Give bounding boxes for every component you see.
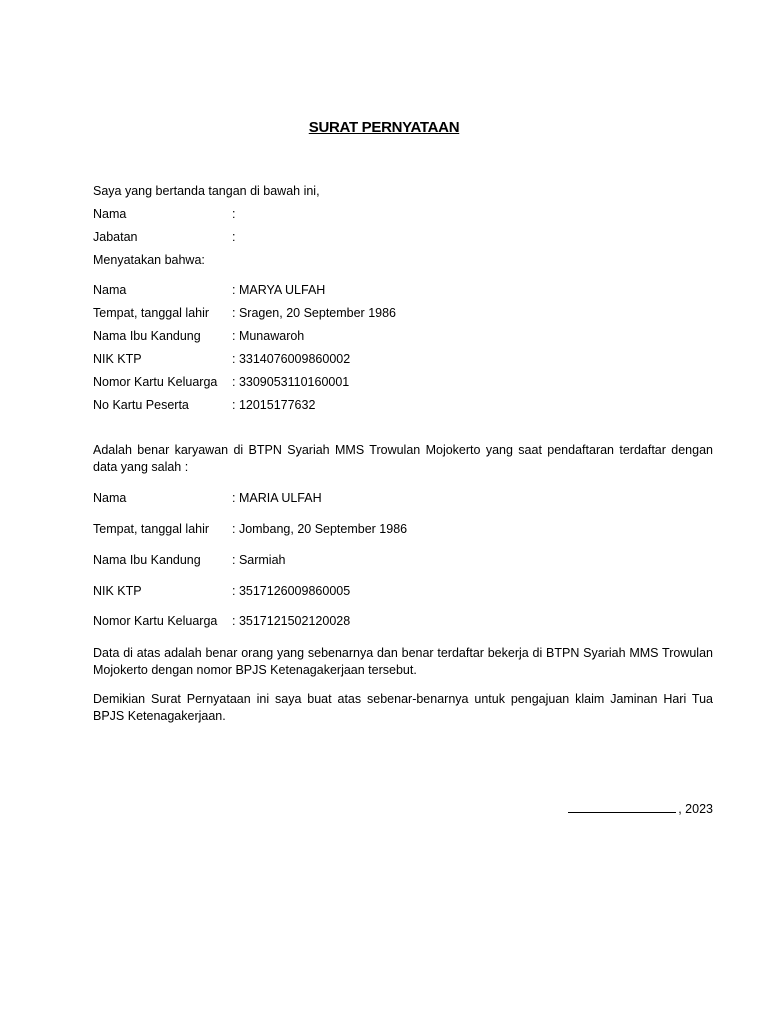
- field-label: NIK KTP: [93, 584, 142, 598]
- field-label: Nama: [93, 207, 127, 221]
- field-label: NIK KTP: [93, 352, 142, 366]
- field-label: Jabatan: [93, 230, 138, 244]
- statement-paragraph: Adalah benar karyawan di BTPN Syariah MMS Trowulan Mojokerto yang saat pendaftaran terdaftar dengan data yang salah :: [93, 443, 713, 474]
- field-value: : Jombang, 20 September 1986: [232, 522, 408, 536]
- field-label: Nama: [93, 283, 127, 297]
- field-value: : MARYA ULFAH: [232, 283, 326, 297]
- document-title: SURAT PERNYATAAN: [308, 119, 460, 136]
- field-label: Nama Ibu Kandung: [93, 553, 201, 567]
- date-year: , 2023: [678, 802, 713, 816]
- date-line: [568, 800, 713, 817]
- intro-text: Saya yang bertanda tangan di bawah ini,: [93, 184, 320, 198]
- field-value: : 3517126009860005: [232, 584, 351, 598]
- field-label: Nomor Kartu Keluarga: [93, 614, 218, 628]
- field-value: : 3314076009860002: [232, 352, 351, 366]
- field-label: Tempat, tanggal lahir: [93, 522, 210, 536]
- field-label: Nomor Kartu Keluarga: [93, 375, 218, 389]
- field-label: No Kartu Peserta: [93, 398, 189, 412]
- field-value: : 3309053110160001: [232, 375, 350, 389]
- field-value: :: [232, 230, 236, 244]
- field-value: : 3517121502120028: [232, 614, 351, 628]
- field-value: : Sarmiah: [232, 553, 286, 567]
- field-value: : Sragen, 20 September 1986: [232, 306, 397, 320]
- field-label: Nama Ibu Kandung: [93, 329, 201, 343]
- field-label: Nama: [93, 491, 127, 505]
- field-value: : 12015177632: [232, 398, 316, 412]
- field-label: Tempat, tanggal lahir: [93, 306, 210, 320]
- field-value: : Munawaroh: [232, 329, 305, 343]
- field-value: :: [232, 207, 236, 221]
- declares-text: Menyatakan bahwa:: [93, 253, 205, 267]
- field-value: : MARIA ULFAH: [232, 491, 322, 505]
- place-blank: [568, 800, 676, 813]
- confirmation-paragraph: Data di atas adalah benar orang yang sebenarnya dan benar terdaftar bekerja di BTPN Syariah MMS Trowulan Mojokerto dengan nomor BPJS Ketenagakerjaan tersebut.: [93, 646, 713, 677]
- closing-paragraph: Demikian Surat Pernyataan ini saya buat atas sebenar-benarnya untuk pengajuan klaim Jaminan Hari Tua BPJS Ketenagakerjaan.: [93, 692, 713, 723]
